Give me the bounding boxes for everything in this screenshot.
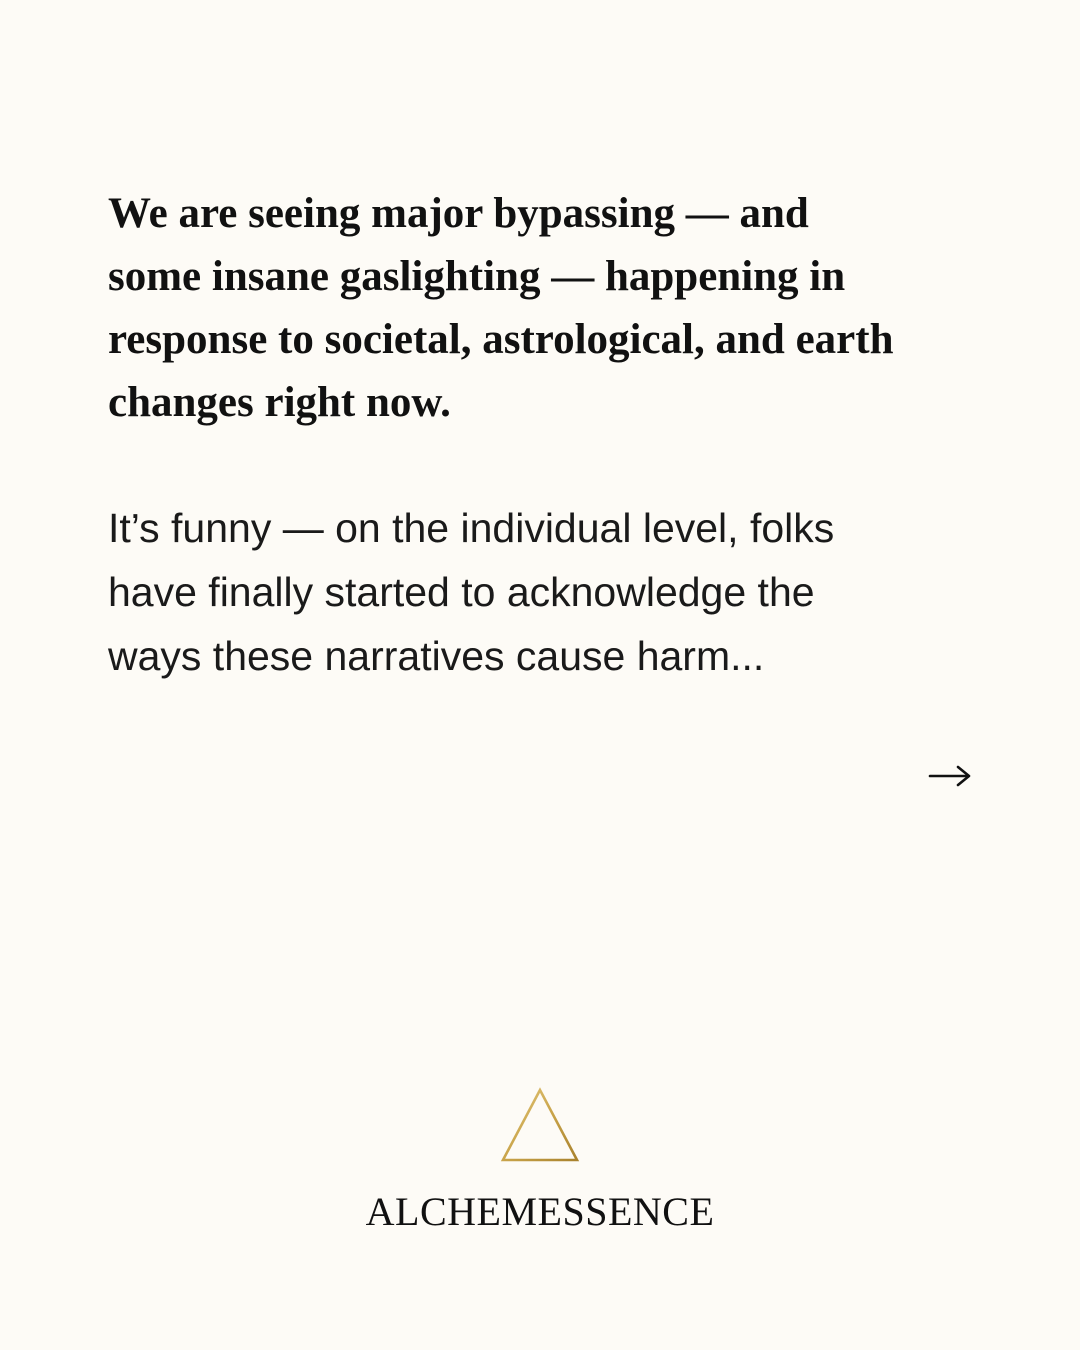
body-line: have finally started to acknowledge the xyxy=(108,569,815,615)
headline-line: We are seeing major bypassing — and xyxy=(108,190,809,237)
air-alchemical-triangle-icon xyxy=(494,1086,586,1166)
body-paragraph xyxy=(108,496,988,688)
headline xyxy=(108,182,988,434)
next-slide-button[interactable] xyxy=(922,748,978,804)
body-line: It’s funny — on the individual level, folks xyxy=(108,505,835,551)
logo xyxy=(494,1086,586,1166)
body-line: ways these narratives cause harm... xyxy=(108,633,765,679)
headline-line: changes right now. xyxy=(108,379,451,426)
headline-line: response to societal, astrological, and earth xyxy=(108,316,894,363)
brand-name: ALCHEMESSENCE xyxy=(365,1189,715,1234)
right-arrow-icon xyxy=(922,748,978,804)
headline-line: some insane gaslighting — happening in xyxy=(108,253,846,300)
